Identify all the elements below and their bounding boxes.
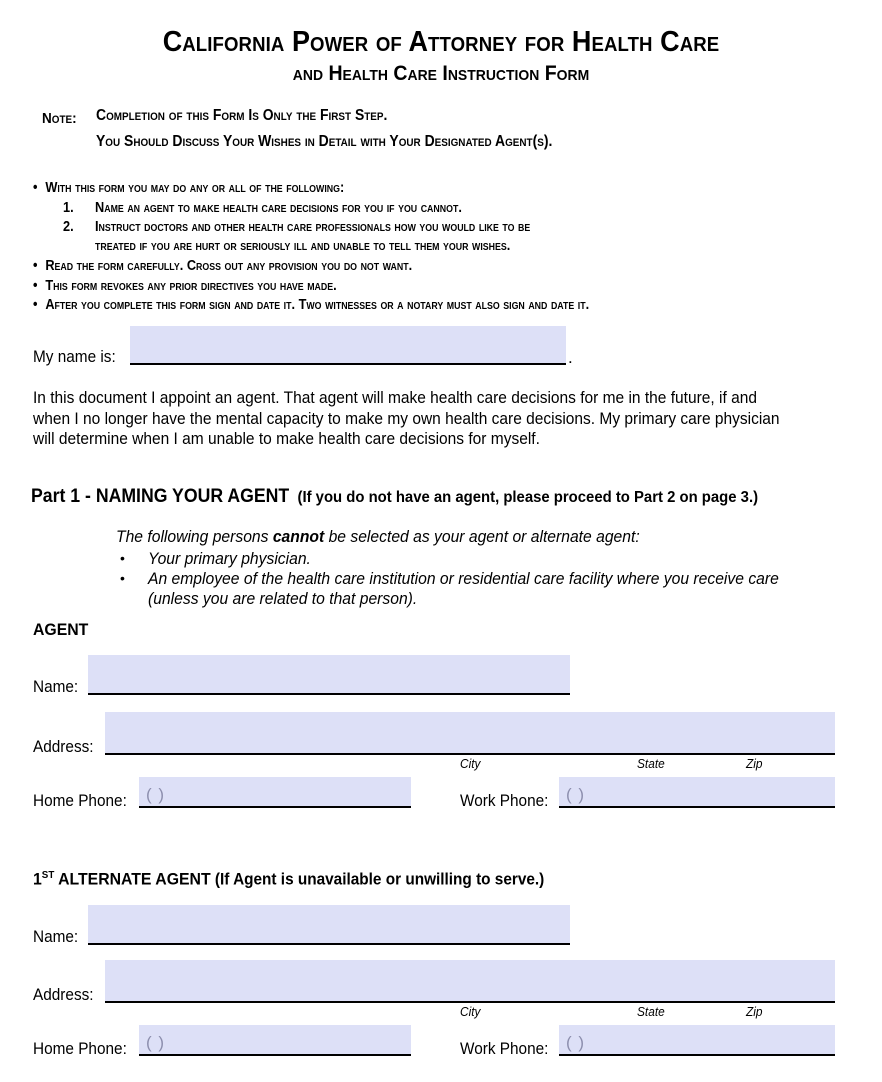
agent-home-phone-input[interactable] [139,777,411,808]
alternate-agent-state-label: State [637,1005,665,1019]
intro-number-2-text-cont: treated if you are hurt or seriously ill and unable to tell them your wishes. [95,238,511,254]
agent-home-phone-placeholder: ( ) [146,785,166,804]
restriction-item-2-line-2: (unless you are related to that person). [148,590,418,608]
restriction-intro-emphasis: cannot [272,528,325,546]
agent-zip-label: Zip [746,757,763,771]
restriction-intro-post: be selected as your agent or alternate agent: [324,528,640,546]
intro-bullet-2 [33,258,412,274]
agent-section-heading: AGENT [33,620,89,639]
note-line-1: Completion of this Form Is Only the First Step. [96,107,388,124]
bullet-glyph-icon: • [33,180,38,196]
bullet-glyph-icon: • [33,278,38,294]
intro-bullet-3-text: This form revokes any prior directives you have made. [45,278,337,294]
bullet-glyph-icon: • [33,258,38,274]
restriction-item-2-line-1: An employee of the health care institution or residential care facility where you receive care [148,570,779,588]
alternate-agent-address-label: Address: [33,986,94,1004]
alternate-agent-heading-prefix: 1 [33,869,42,889]
intro-number-2: 2. [63,219,74,235]
agent-state-label: State [637,757,665,771]
intro-bullet-4-text: After you complete this form sign and date it. Two witnesses or a notary must also sign and date it. [45,297,590,313]
alternate-agent-zip-label: Zip [746,1005,763,1019]
agent-address-label: Address: [33,738,94,756]
page-title: California Power of Attorney for Health Care [162,26,720,58]
my-name-label: My name is: [33,348,116,366]
intro-bullet-2-text: Read the form carefully. Cross out any provision you do not want. [45,258,413,274]
agent-work-phone-input[interactable] [559,777,835,808]
alternate-agent-name-input[interactable] [88,905,570,945]
intro-bullet-3 [33,278,337,294]
bullet-glyph-icon: • [33,297,38,313]
alternate-agent-city-label: City [460,1005,481,1019]
alternate-agent-address-input[interactable] [105,960,835,1003]
part-1-heading-note: (If you do not have an agent, please proceed to Part 2 on page 3.) [297,489,759,506]
restriction-item-1: Your primary physician. [148,550,311,568]
intro-bullet-1-text: With this form you may do any or all of the following: [45,180,345,196]
agent-address-input[interactable] [105,712,835,755]
note-label: Note: [42,110,77,127]
appointment-paragraph: In this document I appoint an agent. That agent will make health care decisions for me in the future, if and when I no longer have the mental capacity to make my own health care decisions. My primary care physician will determine when I am unable to make health care decisions for myself. [33,389,780,448]
restriction-bullet-1-icon: • [120,550,125,566]
alternate-agent-home-phone-placeholder: ( ) [146,1033,166,1052]
intro-bullet-4 [33,297,589,313]
alternate-agent-work-phone-placeholder: ( ) [566,1033,586,1052]
part-1-heading [31,486,758,508]
note-line-2: You Should Discuss Your Wishes in Detail with Your Designated Agent(s). [96,133,553,150]
alternate-agent-home-phone-input[interactable] [139,1025,411,1056]
alternate-agent-work-phone-input[interactable] [559,1025,835,1056]
agent-work-phone-placeholder: ( ) [566,785,586,804]
restriction-intro [116,528,640,547]
my-name-input[interactable] [130,326,566,365]
intro-number-1: 1. [63,200,74,216]
agent-home-phone-label: Home Phone: [33,792,127,810]
alternate-agent-work-phone-label: Work Phone: [460,1040,549,1058]
alternate-agent-heading-note: (If Agent is unavailable or unwilling to serve.) [210,870,545,889]
part-1-heading-main: Part 1 - NAMING YOUR AGENT [31,486,290,507]
my-name-period: . [568,348,573,367]
intro-bullet-1 [33,180,344,196]
agent-work-phone-label: Work Phone: [460,792,549,810]
agent-name-label: Name: [33,678,79,696]
intro-number-1-text: Name an agent to make health care decisions for you if you cannot. [95,200,462,216]
alternate-agent-heading-main: ALTERNATE AGENT [54,869,211,889]
agent-name-input[interactable] [88,655,570,695]
alternate-agent-section-heading [33,869,544,890]
agent-city-label: City [460,757,481,771]
intro-number-2-text: Instruct doctors and other health care professionals how you would like to be [95,219,531,235]
restriction-intro-pre: The following persons [116,528,273,546]
alternate-agent-name-label: Name: [33,928,79,946]
page-subtitle: and Health Care Instruction Form [292,62,590,85]
restriction-bullet-2-icon: • [120,570,125,586]
alternate-agent-home-phone-label: Home Phone: [33,1040,127,1058]
alternate-agent-heading-ordinal: ST [41,869,55,881]
